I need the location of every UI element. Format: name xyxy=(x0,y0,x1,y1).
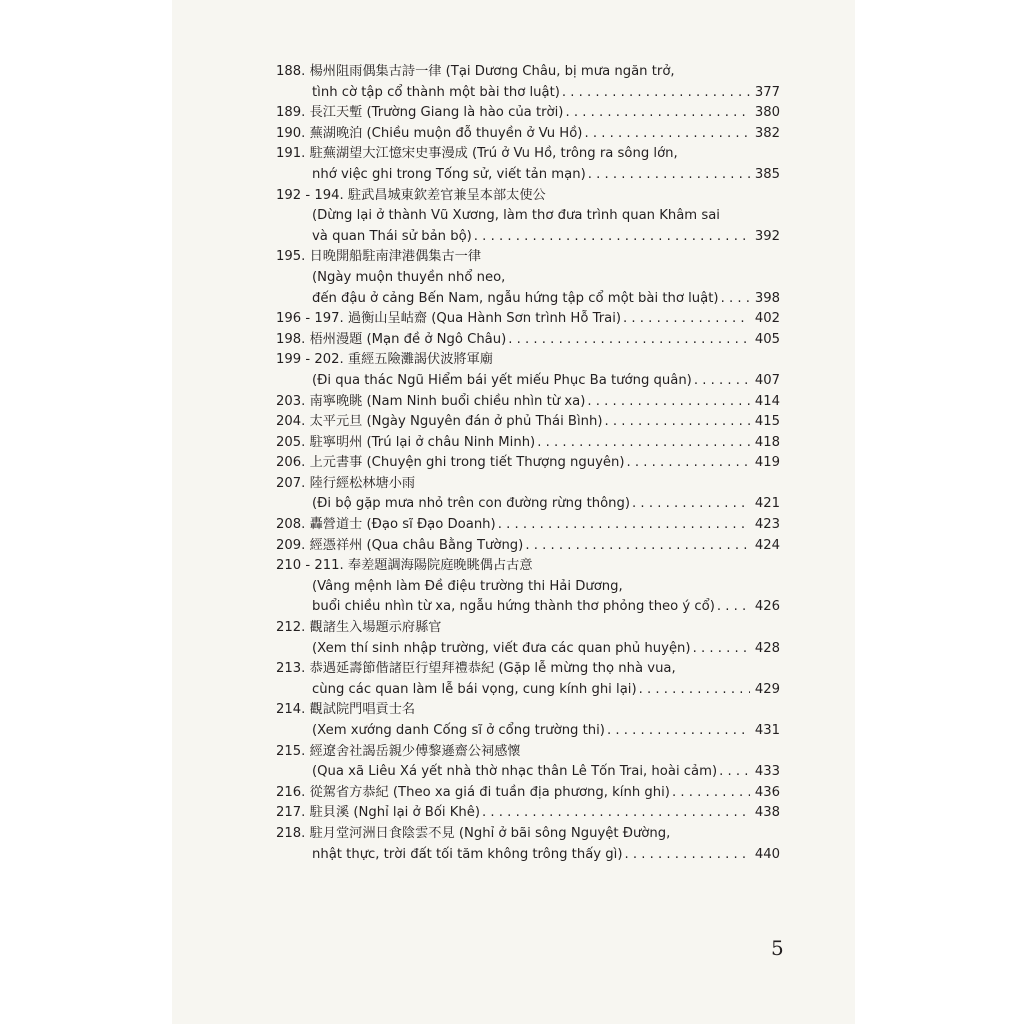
entry-title: 過衡山呈岵齋 (Qua Hành Sơn trình Hỗ Trai) xyxy=(347,311,622,327)
entry-number: 204. xyxy=(276,414,306,430)
dot-leader xyxy=(587,392,750,413)
toc-entry-line xyxy=(276,783,780,804)
entry-title: (Xem xướng danh Cống sĩ ở cổng trường thi) xyxy=(312,723,605,738)
dot-leader xyxy=(627,453,750,474)
entry-title: tình cờ tập cổ thành một bài thơ luật) xyxy=(312,84,560,100)
entry-title: 奉差題調海陽院庭晚眺偶占古意 xyxy=(347,558,533,574)
entry-title: 日晚開船駐南津港偶集古一律 xyxy=(309,249,482,265)
toc-entry xyxy=(276,515,780,536)
toc-entry xyxy=(276,474,780,515)
entry-number: 207. xyxy=(276,475,306,491)
entry-page-number: 438 xyxy=(754,805,780,821)
entry-page-number: 398 xyxy=(754,290,780,306)
entry-page-number: 423 xyxy=(754,517,780,533)
toc-entry-line xyxy=(276,268,780,289)
toc-entry xyxy=(276,392,780,413)
dot-leader xyxy=(624,845,750,866)
toc-entry-line xyxy=(276,103,780,124)
toc-entry-line xyxy=(276,453,780,474)
entry-number: 198. xyxy=(276,331,306,347)
toc-entry xyxy=(276,309,780,330)
toc-entry-line xyxy=(276,762,780,783)
toc-entry xyxy=(276,144,780,185)
entry-page-number: 382 xyxy=(754,125,780,141)
entry-title: (Đi bộ gặp mưa nhỏ trên con đường rừng thông) xyxy=(312,496,631,512)
entry-page-number: 419 xyxy=(754,455,780,471)
toc-entry-line xyxy=(276,165,780,186)
toc-entry-line xyxy=(276,206,780,227)
toc-entry xyxy=(276,783,780,804)
dot-leader xyxy=(565,103,750,124)
entry-page-number: 414 xyxy=(754,393,780,409)
dot-leader xyxy=(537,433,750,454)
toc-entry-line xyxy=(276,803,780,824)
toc-entry-line xyxy=(276,494,780,515)
toc-entry xyxy=(276,618,780,659)
toc-entry-line xyxy=(276,824,780,845)
dot-leader xyxy=(474,227,750,248)
entry-page-number: 392 xyxy=(754,228,780,244)
toc-entry-line xyxy=(276,289,780,310)
toc-entry-line xyxy=(276,577,780,598)
toc-entry xyxy=(276,124,780,145)
entry-number: 217. xyxy=(276,805,306,821)
toc-entry-line xyxy=(276,597,780,618)
entry-number: 206. xyxy=(276,455,306,471)
dot-leader xyxy=(694,371,750,392)
entry-title: 上元書事 (Chuyện ghi trong tiết Thượng nguyên) xyxy=(309,455,625,471)
entry-page-number: 380 xyxy=(754,105,780,121)
entry-title: 長江天塹 (Trường Giang là hào của trời) xyxy=(309,105,564,121)
toc-entry-line xyxy=(276,124,780,145)
entry-page-number: 433 xyxy=(754,764,780,780)
entry-title: (Vâng mệnh làm Đề điệu trường thi Hải Dương, xyxy=(312,578,623,594)
entry-title: 蕪湖晚泊 (Chiều muộn đỗ thuyền ở Vu Hồ) xyxy=(309,125,583,141)
dot-leader xyxy=(482,803,750,824)
toc-entry xyxy=(276,659,780,700)
table-of-contents xyxy=(276,62,780,865)
entry-number: 195. xyxy=(276,249,306,265)
entry-title: 經遼舍社謁岳親少傅黎遜齋公祠感懷 xyxy=(309,743,521,759)
toc-entry-line xyxy=(276,186,780,207)
entry-page-number: 431 xyxy=(754,723,780,738)
entry-title: nhớ việc ghi trong Tống sử, viết tản mạn) xyxy=(312,166,586,182)
entry-title: (Dừng lại ở thành Vũ Xương, làm thơ đưa trình quan Khâm sai xyxy=(312,208,720,224)
entry-page-number: 429 xyxy=(754,681,780,697)
entry-title: 恭遇延壽節偕諸臣行望拜禮恭紀 (Gặp lễ mừng thọ nhà vua, xyxy=(309,661,676,677)
entry-title: (Ngày muộn thuyền nhổ neo, xyxy=(312,269,506,285)
entry-title: 轟營道士 (Đạo sĩ Đạo Doanh) xyxy=(309,517,496,533)
toc-entry-line xyxy=(276,144,780,165)
dot-leader xyxy=(639,680,750,701)
entry-page-number: 440 xyxy=(754,846,780,862)
toc-entry-line xyxy=(276,515,780,536)
entry-number: 192 - 194. xyxy=(276,187,344,203)
entry-page-number: 402 xyxy=(754,311,780,327)
toc-entry xyxy=(276,412,780,433)
page-number: 5 xyxy=(771,936,784,960)
toc-entry-line xyxy=(276,536,780,557)
toc-entry-line xyxy=(276,845,780,866)
toc-entry-line xyxy=(276,227,780,248)
entry-title: 陸行經松林塘小雨 xyxy=(309,475,416,491)
toc-entry xyxy=(276,803,780,824)
toc-entry-line xyxy=(276,83,780,104)
toc-entry xyxy=(276,433,780,454)
toc-entry-line xyxy=(276,350,780,371)
entry-title: (Qua xã Liêu Xá yết nhà thờ nhạc thân Lê Tốn Trai, hoài cảm) xyxy=(312,764,718,780)
entry-page-number: 428 xyxy=(754,640,780,656)
toc-entry-line xyxy=(276,330,780,351)
entry-title: 楊州阻雨偶集古詩一律 (Tại Dương Châu, bị mưa ngăn trở, xyxy=(309,64,675,79)
dot-leader xyxy=(719,762,750,783)
entry-page-number: 421 xyxy=(754,496,780,512)
toc-entry xyxy=(276,556,780,618)
toc-entry xyxy=(276,62,780,103)
dot-leader xyxy=(693,639,750,660)
entry-number: 205. xyxy=(276,434,306,450)
toc-entry-line xyxy=(276,639,780,660)
toc-entry-line xyxy=(276,742,780,763)
entry-title: (Đi qua thác Ngũ Hiểm bái yết miếu Phục Ba tướng quân) xyxy=(312,372,692,388)
entry-page-number: 424 xyxy=(754,537,780,553)
entry-page-number: 415 xyxy=(754,414,780,430)
toc-entry-line xyxy=(276,62,780,83)
entry-number: 188. xyxy=(276,64,306,79)
entry-number: 212. xyxy=(276,620,306,636)
entry-number: 214. xyxy=(276,702,306,718)
toc-entry xyxy=(276,247,780,309)
entry-number: 215. xyxy=(276,743,306,759)
entry-title: 駐月堂河洲日食陰雲不見 (Nghỉ ở bãi sông Nguyệt Đường, xyxy=(309,825,671,841)
dot-leader xyxy=(721,289,750,310)
entry-number: 216. xyxy=(276,784,306,800)
entry-page-number: 407 xyxy=(754,372,780,388)
toc-entry xyxy=(276,330,780,351)
toc-entry xyxy=(276,186,780,248)
entry-page-number: 377 xyxy=(754,84,780,100)
toc-entry xyxy=(276,824,780,865)
entry-number: 208. xyxy=(276,517,306,533)
entry-number: 199 - 202. xyxy=(276,352,344,368)
entry-number: 209. xyxy=(276,537,306,553)
entry-page-number: 436 xyxy=(754,784,780,800)
entry-title: 駐貝溪 (Nghỉ lại ở Bối Khê) xyxy=(309,805,481,821)
entry-title: 從駕省方恭紀 (Theo xa giá đi tuần địa phương, kính ghi) xyxy=(309,784,670,800)
dot-leader xyxy=(672,783,750,804)
entry-title: (Xem thí sinh nhập trường, viết đưa các quan phủ huyện) xyxy=(312,640,691,656)
dot-leader xyxy=(588,165,750,186)
dot-leader xyxy=(607,721,750,742)
toc-entry-line xyxy=(276,721,780,742)
entry-title: đến đậu ở cảng Bến Nam, ngẫu hứng tập cổ một bài thơ luật) xyxy=(312,290,719,306)
toc-entry xyxy=(276,700,780,741)
entry-number: 210 - 211. xyxy=(276,558,344,574)
entry-number: 203. xyxy=(276,393,306,409)
entry-number: 189. xyxy=(276,105,306,121)
toc-entry-line xyxy=(276,309,780,330)
toc-entry-line xyxy=(276,412,780,433)
entry-number: 196 - 197. xyxy=(276,311,344,327)
entry-title: cùng các quan làm lễ bái vọng, cung kính ghi lại) xyxy=(312,681,637,697)
dot-leader xyxy=(584,124,750,145)
entry-title: 重經五險灘謁伏波將軍廟 xyxy=(347,352,493,368)
toc-entry xyxy=(276,453,780,474)
dot-leader xyxy=(525,536,750,557)
entry-page-number: 385 xyxy=(754,166,780,182)
toc-entry-line xyxy=(276,556,780,577)
toc-entry-line xyxy=(276,659,780,680)
dot-leader xyxy=(632,494,750,515)
dot-leader xyxy=(623,309,750,330)
entry-title: nhật thực, trời đất tối tăm không trông thấy gì) xyxy=(312,846,623,862)
entry-title: và quan Thái sử bản bộ) xyxy=(312,228,472,244)
entry-title: 觀諸生入場題示府縣官 xyxy=(309,620,442,636)
entry-number: 191. xyxy=(276,146,306,162)
toc-entry xyxy=(276,536,780,557)
dot-leader xyxy=(605,412,750,433)
toc-entry-line xyxy=(276,392,780,413)
toc-entry-line xyxy=(276,474,780,495)
toc-entry-line xyxy=(276,618,780,639)
entry-page-number: 405 xyxy=(754,331,780,347)
toc-entry-line xyxy=(276,247,780,268)
toc-entry xyxy=(276,103,780,124)
entry-page-number: 426 xyxy=(754,599,780,615)
entry-number: 213. xyxy=(276,661,306,677)
entry-title: 經憑祥州 (Qua châu Bằng Tường) xyxy=(309,537,524,553)
entry-title: buổi chiều nhìn từ xa, ngẫu hứng thành thơ phỏng theo ý cổ) xyxy=(312,599,715,615)
toc-entry-line xyxy=(276,680,780,701)
entry-title: 駐寧明州 (Trú lại ở châu Ninh Minh) xyxy=(309,434,536,450)
entry-title: 南寧晚眺 (Nam Ninh buổi chiều nhìn từ xa) xyxy=(309,393,586,409)
dot-leader xyxy=(508,330,750,351)
toc-entry xyxy=(276,742,780,783)
dot-leader xyxy=(562,83,750,104)
dot-leader xyxy=(717,597,750,618)
entry-title: 駐蕪湖望大江憶宋史事漫成 (Trú ở Vu Hồ, trông ra sông lớn, xyxy=(309,146,678,162)
entry-title: 駐武昌城東欽差官兼呈本部太使公 xyxy=(347,187,546,203)
entry-title: 觀試院門唱貢士名 xyxy=(309,702,416,718)
toc-entry-line xyxy=(276,433,780,454)
dot-leader xyxy=(498,515,750,536)
entry-title: 太平元旦 (Ngày Nguyên đán ở phủ Thái Bình) xyxy=(309,414,603,430)
entry-page-number: 418 xyxy=(754,434,780,450)
entry-number: 218. xyxy=(276,825,306,841)
toc-entry-line xyxy=(276,700,780,721)
toc-entry-line xyxy=(276,371,780,392)
entry-number: 190. xyxy=(276,125,306,141)
entry-title: 梧州漫題 (Mạn đề ở Ngô Châu) xyxy=(309,331,507,347)
toc-entry xyxy=(276,350,780,391)
